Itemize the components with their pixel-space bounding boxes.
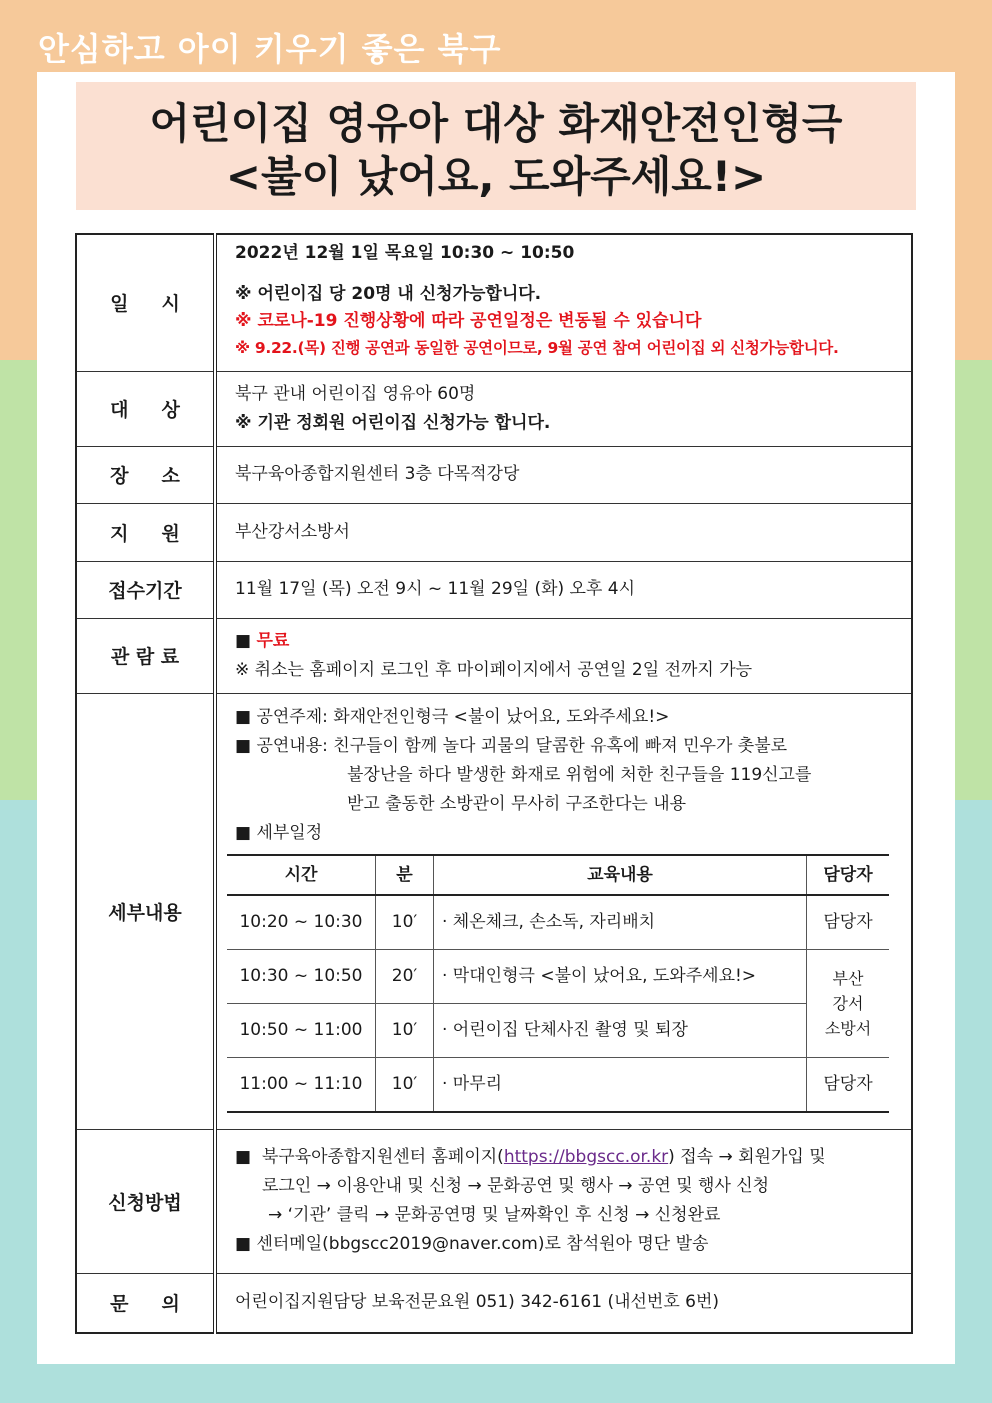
schedule-time: 10:20 ~ 10:30	[227, 895, 376, 950]
apply-line-2: 로그인 → 이용안내 및 신청 → 문화공연 및 행사 → 공연 및 행사 신청	[262, 1176, 770, 1196]
title-box	[76, 82, 916, 210]
label-schedule: 일 시	[76, 234, 215, 371]
schedule-person-fire-station: 부산 강서 소방서	[807, 950, 890, 1058]
homepage-link[interactable]: https://bbgscc.or.kr	[503, 1147, 669, 1167]
row-period	[76, 561, 912, 618]
schedule-minutes: 10′	[376, 1058, 434, 1113]
fee-bullet: ■	[235, 630, 257, 651]
row-schedule	[76, 234, 912, 371]
value-apply	[215, 1129, 912, 1273]
schedule-minutes: 20′	[376, 950, 434, 1004]
row-fee	[76, 618, 912, 693]
details-content-3: 받고 출동한 소방관이 무사히 구조한다는 내용	[347, 794, 687, 814]
apply-line-1-suffix: ) 접속 → 회원가입 및	[668, 1147, 826, 1167]
apply-line-4: ■ 센터메일(bbgscc2019@naver.com)로 참석원아 명단 발송	[235, 1234, 709, 1254]
fee-free-line	[235, 627, 911, 656]
schedule-note-covid: ※ 코로나-19 진행상황에 따라 공연일정은 변동될 수 있습니다	[235, 310, 702, 331]
schedule-row	[227, 1004, 889, 1058]
label-support: 지 원	[76, 503, 215, 561]
fee-cancel-note: ※ 취소는 홈페이지 로그인 후 마이페이지에서 공연일 2일 전까지 가능	[235, 659, 753, 680]
details-theme: ■ 공연주제: 화재안전인형극 <불이 났어요, 도와주세요!>	[235, 707, 670, 727]
schedule-header-time: 시간	[227, 855, 376, 895]
schedule-content: · 체온체크, 손소독, 자리배치	[434, 895, 807, 950]
target-line-2: ※ 기관 정회원 어린이집 신청가능 합니다.	[235, 412, 551, 433]
title-line-1: 어린이집 영유아 대상 화재안전인형극	[149, 99, 843, 148]
schedule-row	[227, 895, 889, 950]
schedule-person: 담당자	[807, 895, 890, 950]
apply-line-1-prefix: ■ 북구육아종합지원센터 홈페이지(	[235, 1147, 504, 1167]
schedule-note-september: ※ 9.22.(목) 진행 공연과 동일한 공연이므로, 9월 공연 참여 어린이집 외 신청가능합니다.	[235, 338, 839, 357]
label-period: 접수기간	[76, 561, 215, 618]
value-schedule	[215, 234, 912, 371]
label-details: 세부내용	[76, 693, 215, 1129]
value-fee	[215, 618, 912, 693]
schedule-table	[227, 854, 889, 1113]
target-line-1: 북구 관내 어린이집 영유아 60명	[235, 383, 476, 404]
details-sub-heading: ■ 세부일정	[235, 823, 323, 843]
label-target: 대 상	[76, 371, 215, 446]
schedule-header-content: 교육내용	[434, 855, 807, 895]
schedule-datetime: 2022년 12월 1일 목요일 10:30 ~ 10:50	[235, 242, 575, 263]
fee-free: 무료	[256, 630, 290, 651]
schedule-time: 11:00 ~ 11:10	[227, 1058, 376, 1113]
schedule-time: 10:30 ~ 10:50	[227, 950, 376, 1004]
value-support: 부산강서소방서	[215, 503, 912, 561]
schedule-time: 10:50 ~ 11:00	[227, 1004, 376, 1058]
schedule-content: · 막대인형극 <불이 났어요, 도와주세요!>	[434, 950, 807, 1004]
schedule-person: 담당자	[807, 1058, 890, 1113]
row-target	[76, 371, 912, 446]
schedule-row	[227, 1058, 889, 1113]
flyer-paper	[37, 72, 955, 1364]
row-details	[76, 693, 912, 1129]
label-place: 장 소	[76, 446, 215, 503]
row-place	[76, 446, 912, 503]
details-content-2: 불장난을 하다 발생한 화재로 위험에 처한 친구들을 119신고를	[347, 765, 812, 785]
row-support	[76, 503, 912, 561]
label-apply: 신청방법	[76, 1129, 215, 1273]
label-fee: 관 람 료	[76, 618, 215, 693]
schedule-content: · 마무리	[434, 1058, 807, 1113]
value-period: 11월 17일 (목) 오전 9시 ~ 11월 29일 (화) 오후 4시	[215, 561, 912, 618]
apply-line-1	[235, 1143, 911, 1172]
details-content-1: ■ 공연내용: 친구들이 함께 놀다 괴물의 달콤한 유혹에 빠져 민우가 촛불로	[235, 736, 788, 756]
value-details	[215, 693, 912, 1129]
schedule-minutes: 10′	[376, 895, 434, 950]
apply-line-3: → ‘기관’ 클릭 → 문화공연명 및 날짜확인 후 신청 → 신청완료	[268, 1205, 721, 1225]
slogan: 안심하고 아이 키우기 좋은 북구	[38, 30, 502, 68]
title-line-2: <불이 났어요, 도와주세요!>	[225, 152, 767, 201]
schedule-content: · 어린이집 단체사진 촬영 및 퇴장	[434, 1004, 807, 1058]
schedule-row	[227, 950, 889, 1004]
info-table	[75, 233, 913, 1334]
value-target	[215, 371, 912, 446]
schedule-note-capacity: ※ 어린이집 당 20명 내 신청가능합니다.	[235, 283, 542, 304]
row-apply	[76, 1129, 912, 1273]
row-contact	[76, 1273, 912, 1333]
label-contact: 문 의	[76, 1273, 215, 1333]
schedule-header-row	[227, 855, 889, 895]
value-place: 북구육아종합지원센터 3층 다목적강당	[215, 446, 912, 503]
schedule-minutes: 10′	[376, 1004, 434, 1058]
schedule-header-person: 담당자	[807, 855, 890, 895]
schedule-header-minutes: 분	[376, 855, 434, 895]
value-contact: 어린이집지원담당 보육전문요원 051) 342-6161 (내선번호 6번)	[215, 1273, 912, 1333]
